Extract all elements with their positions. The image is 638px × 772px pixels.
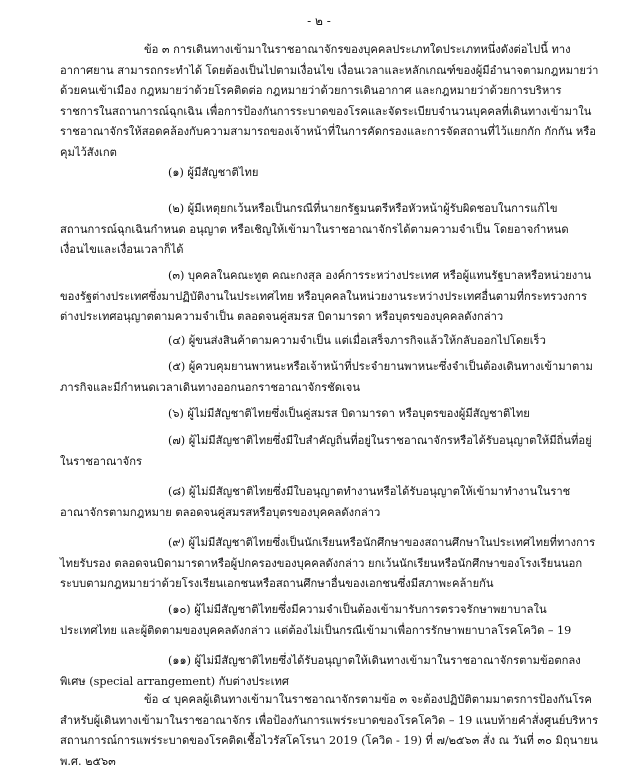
item-7-text: (๗) ผู้ไม่มีสัญชาติไทยซึ่งมีใบสำคัญถิ่นที่อยู่ในราชอาณาจักรหรือได้รับอนุญาตให้มีถิ่นที่อยู่ในราชอาณาจักร [60, 434, 592, 468]
item-11 [60, 651, 600, 692]
item-5 [60, 357, 600, 398]
item-2 [60, 199, 600, 261]
clause-3-text: ข้อ ๓ การเดินทางเข้ามาในราชอาณาจักรของบุคคลประเภทใดประเภทหนึ่งดังต่อไปนี้ ทางอากาศยาน สามารถกระทำได้ โดยต้องเป็นไปตามเงื่อนไข เงื่อนเวลาและหลักเกณฑ์ของผู้มีอำนาจตามกฎหมายว่าด้วยคนเข้าเมือง กฎหมายว่าด้วยโรคติดต่อ กฎหมายว่าด้วยการเดินอากาศ และกฎหมายว่าด้วยการบริหารราชการในสถานการณ์ฉุกเฉิน เพื่อการป้องกันการระบาดของโรคและจัดระเบียบจำนวนบุคคลที่เดินทางเข้ามาในราชอาณาจักรให้สอดคล้องกับความสามารถของเจ้าหน้าที่ในการคัดกรองและการจัดสถานที่ไว้แยกกัก กักกัน หรือคุมไว้สังเกต [60, 43, 599, 159]
item-5-text: (๕) ผู้ควบคุมยานพาหนะหรือเจ้าหน้าที่ประจำยานพาหนะซึ่งจำเป็นต้องเดินทางเข้ามาตามภารกิจและมีกำหนดเวลาเดินทางออกนอกราชอาณาจักรชัดเจน [60, 360, 593, 394]
clause-4 [60, 690, 600, 772]
item-6-text: (๖) ผู้ไม่มีสัญชาติไทยซึ่งเป็นคู่สมรส บิดามารดา หรือบุตรของผู้มีสัญชาติไทย [168, 407, 530, 420]
item-4-text: (๔) ผู้ขนส่งสินค้าตามความจำเป็น แต่เมื่อเสร็จภารกิจแล้วให้กลับออกไปโดยเร็ว [168, 334, 546, 347]
item-4 [60, 331, 600, 352]
page-number: - ๒ - [307, 14, 331, 28]
item-3 [60, 266, 600, 328]
item-1 [60, 163, 600, 184]
item-2-text: (๒) ผู้มีเหตุยกเว้นหรือเป็นกรณีที่นายกรัฐมนตรีหรือหัวหน้าผู้รับผิดชอบในการแก้ไขสถานการณ์ฉุกเฉินกำหนด อนุญาต หรือเชิญให้เข้ามาในราชอาณาจักรได้ตามความจำเป็น โดยอาจกำหนดเงื่อนไขและเงื่อนเวลาก็ได้ [60, 202, 569, 257]
item-9 [60, 533, 600, 595]
item-10 [60, 600, 600, 641]
item-6 [60, 404, 600, 425]
item-8-text: (๘) ผู้ไม่มีสัญชาติไทยซึ่งมีใบอนุญาตทำงานหรือได้รับอนุญาตให้เข้ามาทำงานในราชอาณาจักรตามกฎหมาย ตลอดจนคู่สมรสหรือบุตรของบุคคลดังกล่าว [60, 485, 571, 519]
item-8 [60, 482, 600, 523]
item-9-text: (๙) ผู้ไม่มีสัญชาติไทยซึ่งเป็นนักเรียนหรือนักศึกษาของสถานศึกษาในประเทศไทยที่ทางการไทยรับรอง ตลอดจนบิดามารดาหรือผู้ปกครองของบุคคลดังกล่าว ยกเว้นนักเรียนหรือนักศึกษาของโรงเรียนนอกระบบตามกฎหมายว่าด้วยโรงเรียนเอกชนหรือสถานศึกษาอื่นของเอกชนซึ่งมีสภาพะคล้ายกัน [60, 536, 596, 591]
item-11-text: (๑๑) ผู้ไม่มีสัญชาติไทยซึ่งได้รับอนุญาตให้เดินทางเข้ามาในราชอาณาจักรตามข้อตกลงพิเศษ (special arrangement) กับต่างประเทศ [60, 654, 581, 688]
item-7 [60, 431, 600, 472]
clause-4-text: ข้อ ๔ บุคคลผู้เดินทางเข้ามาในราชอาณาจักรตามข้อ ๓ จะต้องปฏิบัติตามมาตรการป้องกันโรคสำหรับผู้เดินทางเข้ามาในราชอาณาจักร เพื่อป้องกันการแพร่ระบาดของโรคโควิด – 19 แนบท้ายคำสั่งศูนย์บริหารสถานการณ์การแพร่ระบาดของโรคติดเชื้อไวรัสโคโรนา 2019 (โควิด - 19) ที่ ๗/๒๕๖๓ สั่ง ณ วันที่ ๓๐ มิถุนายน พ.ศ. ๒๕๖๓ [60, 693, 599, 768]
item-1-text: (๑) ผู้มีสัญชาติไทย [168, 166, 259, 179]
item-3-text: (๓) บุคคลในคณะทูต คณะกงสุล องค์การระหว่างประเทศ หรือผู้แทนรัฐบาลหรือหน่วยงานของรัฐต่างประเทศซึ่งมาปฏิบัติงานในประเทศไทย หรือบุคคลในหน่วยงานระหว่างประเทศอื่นตามที่กระทรวงการต่างประเทศอนุญาตตามความจำเป็น ตลอดจนคู่สมรส บิดามารดา หรือบุตรของบุคคลดังกล่าว [60, 269, 592, 324]
item-10-text: (๑๐) ผู้ไม่มีสัญชาติไทยซึ่งมีความจำเป็นต้องเข้ามารับการตรวจรักษาพยาบาลในประเทศไทย และผู้ติดตามของบุคคลดังกล่าว แต่ต้องไม่เป็นกรณีเข้ามาเพื่อการรักษาพยาบาลโรคโควิด – 19 [60, 603, 572, 637]
clause-3 [60, 40, 600, 164]
